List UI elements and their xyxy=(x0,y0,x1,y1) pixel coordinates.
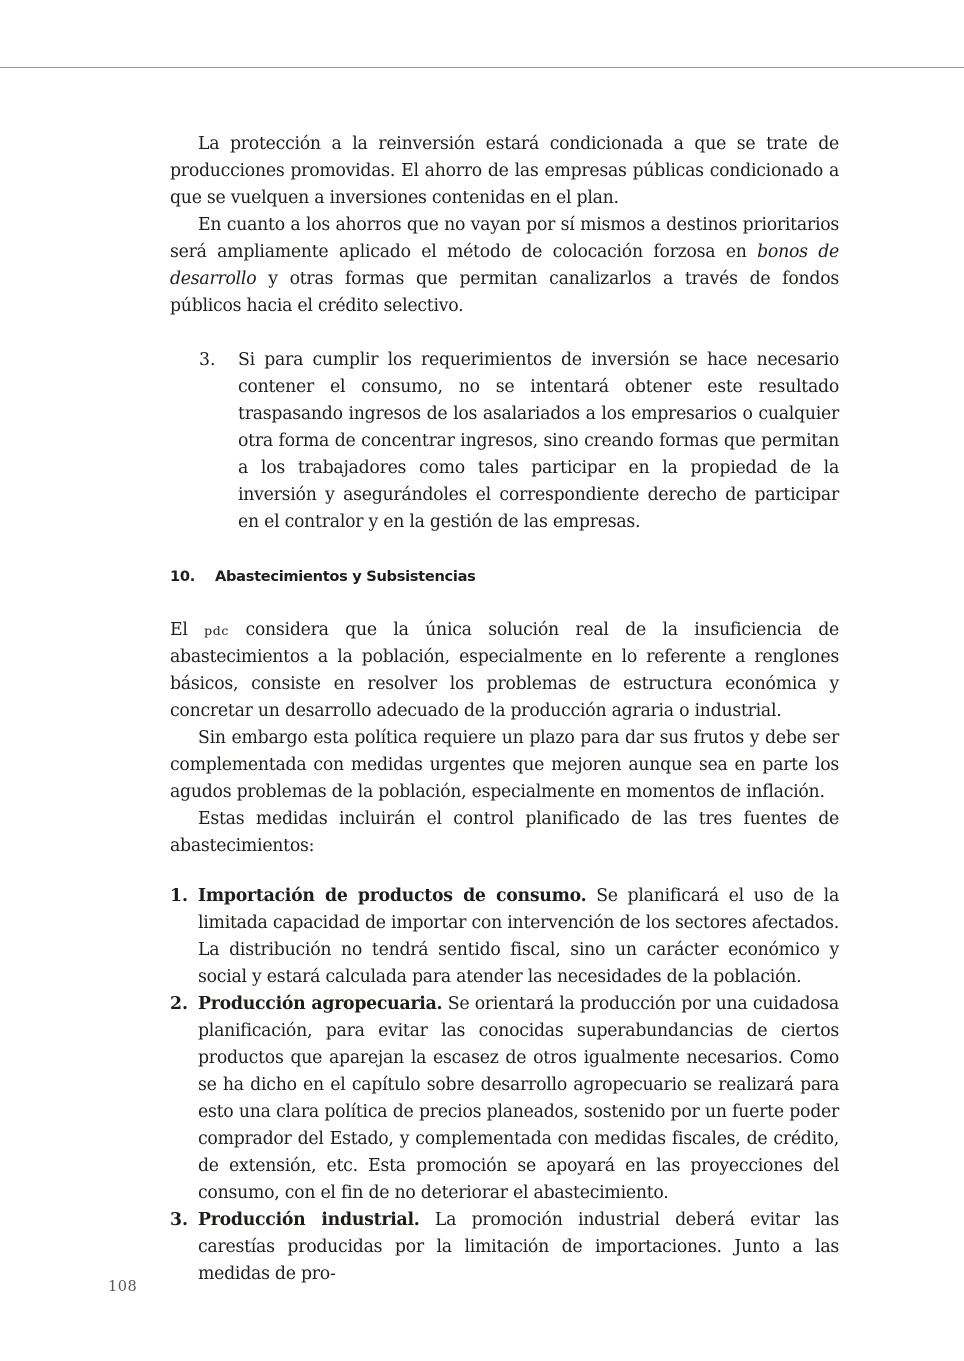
list-item xyxy=(170,991,839,1207)
item-text: Si para cumplir los requerimientos de inversión se hace necesario contener el consumo, no se intentará obtener este resultado traspasando ingresos de los asalariados a los empresarios o cualquier otra forma de concentrar ingresos, sino creando formas que permitan a los trabajadores como tales participar en la propiedad de la inversión y asegurándoles el correspondiente derecho de participar en el contralor y en la gestión de las empresas. xyxy=(238,350,839,532)
paragraph-ahorros xyxy=(170,212,839,320)
section-title: Abastecimientos y Subsistencias xyxy=(215,568,476,585)
list-item-body xyxy=(198,1207,839,1288)
list-item xyxy=(170,1207,839,1288)
acronym-pdc: pdc xyxy=(204,623,229,638)
italic-bonos: bonos de desarrollo xyxy=(170,242,840,289)
paragraph-pdc-text: considera que la única solución real de la insuficiencia de abastecimientos a la población, especialmente en lo referente a renglones básicos, consiste en resolver los problemas de estructura económica y concretar un desarrollo adecuado de la producción agraria o industrial. xyxy=(170,620,839,721)
list-item-title: Producción industrial. xyxy=(198,1210,420,1230)
list-item-number: 3. xyxy=(170,1210,189,1230)
list-item-body xyxy=(198,991,839,1207)
paragraph-ahorros-text: En cuanto a los ahorros que no vayan por sí mismos a destinos prioritarios será ampliamente aplicado el método de colocación forzosa en xyxy=(170,215,839,262)
paragraph-medidas: Estas medidas incluirán el control planificado de las tres fuentes de abastecimientos: xyxy=(170,809,839,856)
header-rule xyxy=(0,67,964,68)
numbered-item-3 xyxy=(170,347,839,536)
list-item-text: Se planificará el uso de la limitada capacidad de importar con intervención de los sectores afectados. La distribución no tendrá sentido fiscal, sino un carácter económico y social y estará calculada para atender las necesidades de la población. xyxy=(198,886,839,987)
section-heading xyxy=(170,563,839,590)
list-item-body xyxy=(198,883,839,991)
list-item-number: 2. xyxy=(170,994,189,1014)
fuentes-list xyxy=(170,883,839,1288)
list-item xyxy=(170,883,839,991)
section-number: 10. xyxy=(170,568,195,585)
paragraph-pdc-start: El xyxy=(170,620,205,640)
paragraph-sin-embargo: Sin embargo esta política requiere un plazo para dar sus frutos y debe ser complementada con medidas urgentes que mejoren aunque sea en parte los agudos problemas de la población, especialmente en momentos de inflación. xyxy=(170,728,839,802)
paragraph-ahorros-text-end: y otras formas que permitan canalizarlos a través de fondos públicos hacia el crédito selectivo. xyxy=(170,269,839,316)
list-item-title: Importación de productos de consumo. xyxy=(198,886,587,906)
list-item-title: Producción agropecuaria. xyxy=(198,994,443,1014)
paragraph-pdc xyxy=(170,617,839,725)
page-number: 108 xyxy=(108,1279,138,1295)
item-number: 3. xyxy=(199,350,216,370)
list-item-text: Se orientará la producción por una cuidadosa planificación, para evitar las conocidas superabundancias de ciertos productos que aparejan la escasez de otros igualmente necesarios. Como se ha dicho en el capítulo sobre desarrollo agropecuario se realizará para esto una clara política de precios planeados, sostenido por un fuerte poder comprador del Estado, y complementada con medidas fiscales, de crédito, de extensión, etc. Esta promoción se apoyará en las proyecciones del consumo, con el fin de no deteriorar el abastecimiento. xyxy=(198,994,839,1203)
list-item-number: 1. xyxy=(170,886,189,906)
paragraph-reinversion: La protección a la reinversión estará condicionada a que se trate de producciones promovidas. El ahorro de las empresas públicas condicionado a que se vuelquen a inversiones contenidas en el plan. xyxy=(170,134,839,208)
list-item-text: La promoción industrial deberá evitar las carestías producidas por la limitación de importaciones. Junto a las medidas de pro- xyxy=(198,1210,839,1284)
page-body xyxy=(170,131,839,1288)
